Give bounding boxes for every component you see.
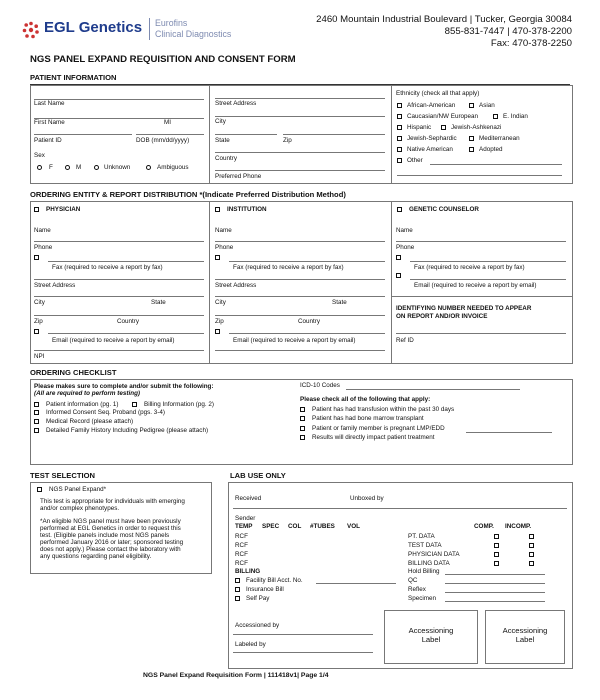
physician-phone-label: Phone — [34, 244, 53, 251]
ethnicity-option-label: Hispanic — [407, 124, 432, 131]
logo-mark-icon — [22, 21, 40, 39]
accessioning-label-line: Accessioning — [502, 626, 548, 635]
medical-record-checkbox[interactable] — [34, 419, 39, 424]
lmp-edd-field[interactable] — [466, 432, 552, 433]
institution-state-label: State — [332, 299, 347, 306]
ethnicity-caucasian-checkbox[interactable] — [397, 114, 402, 119]
test-data-incomp-checkbox[interactable] — [529, 543, 534, 548]
ethnicity-label: Ethnicity (check all that apply) — [396, 90, 480, 97]
test-description: This test is appropriate for individuals with emerging — [40, 498, 185, 505]
accessioning-label-line: Label — [515, 635, 535, 644]
incomp-header: INCOMP. — [505, 523, 532, 530]
ethnicity-other-field[interactable] — [430, 164, 562, 165]
ethnicity-option-label: Jewish-Ashkenazi — [451, 124, 502, 131]
mi-label: MI — [164, 119, 171, 126]
physician-zip-label: Zip — [34, 318, 43, 325]
physician-street-label: Street Address — [34, 282, 76, 289]
institution-email-label: Email (required to receive a report by email) — [233, 337, 356, 344]
institution-checkbox[interactable] — [215, 207, 220, 212]
physician-label: PHYSICIAN — [46, 206, 81, 213]
state-label: State — [215, 137, 230, 144]
ethnicity-mediterranean-checkbox[interactable] — [469, 136, 474, 141]
physician-fax-field[interactable] — [34, 279, 204, 280]
ethnicity-other-field-2[interactable] — [397, 175, 562, 176]
rcf-label: RCF — [235, 542, 248, 549]
institution-city-label: City — [215, 299, 226, 306]
eurofins-label: Eurofins — [155, 18, 188, 28]
test-data-label: TEST DATA — [408, 542, 442, 549]
institution-zip-label: Zip — [215, 318, 224, 325]
qc-field[interactable] — [445, 583, 545, 584]
physician-state-label: State — [151, 299, 166, 306]
billing-data-comp-checkbox[interactable] — [494, 561, 499, 566]
accessioning-label-line: Accessioning — [408, 626, 454, 635]
sex-f-radio[interactable] — [37, 165, 42, 170]
dob-field[interactable] — [136, 134, 204, 135]
counselor-label: GENETIC COUNSELOR — [409, 206, 479, 213]
sex-unknown-label: Unknown — [104, 164, 131, 171]
lab-address-block — [316, 14, 572, 50]
consent-label: Informed Consent Seq. Proband (pgs. 3-4) — [46, 409, 166, 416]
test-note: performed at EGL Genetics in order to request this — [40, 525, 181, 532]
received-field[interactable] — [233, 508, 567, 509]
institution-fax-label: Fax (required to receive a report by fax) — [233, 264, 344, 271]
pt-data-comp-checkbox[interactable] — [494, 534, 499, 539]
physician-data-label: PHYSICIAN DATA — [408, 551, 460, 558]
ethnicity-option-label: Caucasian/NW European — [407, 113, 479, 120]
zip-field[interactable] — [283, 134, 385, 135]
col-tubes: #TUBES — [310, 523, 335, 530]
counselor-fax-checkbox[interactable] — [396, 255, 401, 260]
impact-treatment-label: Results will directly impact patient treatment — [312, 434, 435, 441]
physician-zip-field[interactable] — [48, 333, 204, 334]
specimen-label: Specimen — [408, 595, 437, 602]
pt-data-label: PT. DATA — [408, 533, 435, 540]
preferred-phone-label: Preferred Phone — [215, 173, 262, 180]
bone-marrow-checkbox[interactable] — [300, 416, 305, 421]
impact-treatment-checkbox[interactable] — [300, 435, 305, 440]
test-description: and/or complex phenotypes. — [40, 505, 120, 512]
preferred-phone-field[interactable] — [215, 170, 385, 171]
test-selection-title: TEST SELECTION — [30, 471, 95, 480]
bone-marrow-label: Patient has had bone marrow transplant — [312, 415, 424, 422]
qc-label: QC — [408, 577, 418, 584]
form-title: NGS PANEL EXPAND REQUISITION AND CONSENT FORM — [30, 54, 296, 65]
sex-ambiguous-label: Ambiguous — [157, 164, 189, 171]
ethnicity-other-checkbox[interactable] — [397, 158, 402, 163]
labeled-by-field[interactable] — [233, 652, 373, 653]
sex-m-radio[interactable] — [65, 165, 70, 170]
logo-divider — [149, 18, 150, 40]
ethnicity-option-label: Native American — [407, 146, 453, 153]
counselor-name-label: Name — [396, 227, 413, 234]
npi-label: NPI — [34, 353, 45, 360]
specimen-field[interactable] — [445, 601, 545, 602]
ethnicity-option-label: Adopted — [479, 146, 503, 153]
physician-country-label: Country — [117, 318, 140, 325]
identifying-number-heading-2: ON REPORT AND/OR INVOICE — [396, 313, 488, 320]
sex-m-label: M — [76, 164, 82, 171]
ethnicity-option-label: African-American — [407, 102, 456, 109]
ref-id-label: Ref ID — [396, 337, 414, 344]
check-all-heading: Please check all of the following that apply: — [300, 396, 431, 403]
lab-use-title: LAB USE ONLY — [230, 471, 286, 480]
institution-street-label: Street Address — [215, 282, 257, 289]
pregnant-label: Patient or family member is pregnant LMP/EDD — [312, 425, 445, 432]
test-data-comp-checkbox[interactable] — [494, 543, 499, 548]
billing-info-label: Billing Information (pg. 2) — [144, 401, 214, 408]
logo-text: EGL Genetics — [44, 19, 143, 36]
billing-data-incomp-checkbox[interactable] — [529, 561, 534, 566]
facility-bill-account-field[interactable] — [316, 583, 396, 584]
institution-name-field[interactable] — [215, 241, 385, 242]
institution-zip-field[interactable] — [229, 333, 385, 334]
counselor-fax-field[interactable] — [410, 279, 566, 280]
street-address-label: Street Address — [215, 100, 257, 107]
sex-f-label: F — [49, 164, 53, 171]
physician-checkbox[interactable] — [34, 207, 39, 212]
ethnicity-option-label: E. Indian — [503, 113, 528, 120]
city-label: City — [215, 118, 226, 125]
physician-fax-label: Fax (required to receive a report by fax) — [52, 264, 163, 271]
ethnicity-african-american-checkbox[interactable] — [397, 103, 402, 108]
counselor-fax-label: Fax (required to receive a report by fax) — [414, 264, 525, 271]
transfusion-checkbox[interactable] — [300, 407, 305, 412]
country-field[interactable] — [215, 152, 385, 153]
institution-street-field[interactable] — [215, 296, 385, 297]
physician-city-field[interactable] — [34, 315, 204, 316]
test-note: *An eligible NGS panel must have been previously — [40, 518, 181, 525]
phone-numbers: 855-831-7447 | 470-378-2200 — [444, 26, 572, 37]
labeled-by-label: Labeled by — [235, 641, 266, 648]
ethnicity-jewish-sephardic-checkbox[interactable] — [397, 136, 402, 141]
city-field[interactable] — [215, 116, 385, 117]
state-field[interactable] — [215, 134, 277, 135]
ethnicity-option-label: Asian — [479, 102, 495, 109]
pregnant-checkbox[interactable] — [300, 426, 305, 431]
rcf-label: RCF — [235, 533, 248, 540]
self-pay-checkbox[interactable] — [235, 596, 240, 601]
col-temp: TEMP — [235, 523, 253, 530]
checklist-section-title: ORDERING CHECKLIST — [30, 368, 117, 377]
accessioning-label-line: Label — [421, 635, 441, 644]
institution-email-field[interactable] — [215, 350, 385, 351]
ngs-panel-expand-checkbox[interactable] — [37, 487, 42, 492]
accessioned-by-field[interactable] — [233, 634, 373, 635]
accessioning-label-text-1 — [384, 626, 478, 644]
col-vol: VOL — [347, 523, 360, 530]
patient-section-title: PATIENT INFORMATION — [30, 73, 117, 82]
physician-data-incomp-checkbox[interactable] — [529, 552, 534, 557]
checklist-instruction-sub: (All are required to perform testing) — [34, 390, 141, 397]
insurance-bill-label: Insurance Bill — [246, 586, 284, 593]
institution-fax-field[interactable] — [215, 279, 385, 280]
physician-name-field[interactable] — [34, 241, 204, 242]
physician-city-label: City — [34, 299, 45, 306]
medical-record-label: Medical Record (please attach) — [46, 418, 134, 425]
institution-label: INSTITUTION — [227, 206, 267, 213]
physician-email-checkbox[interactable] — [34, 329, 39, 334]
patient-info-label: Patient information (pg. 1) — [46, 401, 119, 408]
zip-label: Zip — [283, 137, 292, 144]
test-note: any questions regarding panel eligibility. — [40, 553, 152, 560]
billing-data-label: BILLING DATA — [408, 560, 450, 567]
test-note: performed January 2016 or later; sponsored testing — [40, 539, 184, 546]
egl-logo — [22, 18, 242, 46]
accessioning-label-text-2 — [485, 626, 565, 644]
test-note: test. (Eligible panels include most NGS panels — [40, 532, 170, 539]
col-col: COL — [288, 523, 302, 530]
patient-info-checkbox[interactable] — [34, 402, 39, 407]
checklist-instruction: Please makes sure to complete and/or submit the following: — [34, 383, 214, 390]
comp-header: COMP. — [474, 523, 494, 530]
counselor-email-label: Email (required to receive a report by email) — [414, 282, 537, 289]
institution-phone-field[interactable] — [229, 261, 385, 262]
ethnicity-jewish-ashkenazi-checkbox[interactable] — [441, 125, 446, 130]
ethnicity-hispanic-checkbox[interactable] — [397, 125, 402, 130]
sex-ambiguous-radio[interactable] — [146, 165, 151, 170]
fax-number: Fax: 470-378-2250 — [490, 38, 572, 49]
physician-email-field[interactable] — [34, 350, 204, 351]
ethnicity-e-indian-checkbox[interactable] — [493, 114, 498, 119]
address: 2460 Mountain Industrial Boulevard | Tucker, Georgia 30084 — [316, 14, 572, 25]
icd-codes-label: ICD-10 Codes — [300, 382, 340, 389]
reflex-label: Reflex — [408, 586, 426, 593]
counselor-email-checkbox[interactable] — [396, 273, 401, 278]
institution-phone-label: Phone — [215, 244, 234, 251]
counselor-checkbox[interactable] — [397, 207, 402, 212]
ethnicity-option-label: Other — [407, 157, 423, 164]
physician-data-comp-checkbox[interactable] — [494, 552, 499, 557]
last-name-label: Last Name — [34, 100, 65, 107]
insurance-bill-checkbox[interactable] — [235, 587, 240, 592]
physician-phone-field[interactable] — [48, 261, 204, 262]
facility-bill-label: Facility Bill Acct. No. — [246, 577, 303, 584]
icd-codes-field[interactable] — [346, 389, 520, 390]
counselor-phone-field[interactable] — [410, 261, 566, 262]
counselor-name-field[interactable] — [396, 241, 566, 242]
consent-checkbox[interactable] — [34, 410, 39, 415]
hold-billing-field[interactable] — [445, 574, 545, 575]
transfusion-label: Patient has had transfusion within the past 30 days — [312, 406, 455, 413]
received-label: Received — [235, 495, 262, 502]
rcf-label: RCF — [235, 551, 248, 558]
ethnicity-adopted-checkbox[interactable] — [469, 147, 474, 152]
ethnicity-option-label: Mediterranean — [479, 135, 520, 142]
ngs-panel-expand-label: NGS Panel Expand* — [49, 486, 107, 493]
ethnicity-asian-checkbox[interactable] — [469, 103, 474, 108]
institution-email-checkbox[interactable] — [215, 329, 220, 334]
pt-data-incomp-checkbox[interactable] — [529, 534, 534, 539]
identifying-number-heading-1: IDENTIFYING NUMBER NEEDED TO APPEAR — [396, 305, 532, 312]
billing-heading: BILLING — [235, 568, 261, 575]
accessioned-by-label: Accessioned by — [235, 622, 280, 629]
institution-city-field[interactable] — [215, 315, 385, 316]
family-history-checkbox[interactable] — [34, 428, 39, 433]
self-pay-label: Self Pay — [246, 595, 270, 602]
ordering-section-title: ORDERING ENTITY & REPORT DISTRIBUTION *(Indicate Preferred Distribution Method) — [30, 190, 346, 199]
physician-fax-checkbox[interactable] — [34, 255, 39, 260]
institution-country-label: Country — [298, 318, 321, 325]
clinical-diagnostics-label: Clinical Diagnostics — [155, 29, 232, 39]
physician-email-label: Email (required to receive a report by email) — [52, 337, 175, 344]
first-name-label: First Name — [34, 119, 65, 126]
test-note: does not apply.) Please contact the laboratory with — [40, 546, 181, 553]
billing-info-checkbox[interactable] — [132, 402, 137, 407]
page-footer: NGS Panel Expand Requisition Form | 111418v1| Page 1/4 — [143, 672, 329, 679]
patient-id-label: Patient ID — [34, 137, 62, 144]
counselor-phone-label: Phone — [396, 244, 415, 251]
ethnicity-option-label: Jewish-Sephardic — [407, 135, 457, 142]
hold-billing-label: Hold Billing — [408, 568, 440, 575]
street-address-field[interactable] — [215, 98, 385, 99]
family-history-label: Detailed Family History Including Pedigree (please attach) — [46, 427, 209, 434]
sex-label: Sex — [34, 152, 45, 159]
sender-label: Sender — [235, 515, 256, 522]
institution-fax-checkbox[interactable] — [215, 255, 220, 260]
dob-label: DOB (mm/dd/yyyy) — [136, 137, 190, 144]
ethnicity-native-american-checkbox[interactable] — [397, 147, 402, 152]
patient-id-field[interactable] — [34, 134, 132, 135]
sex-unknown-radio[interactable] — [94, 165, 99, 170]
physician-street-field[interactable] — [34, 296, 204, 297]
unboxed-by-label: Unboxed by — [350, 495, 384, 502]
institution-name-label: Name — [215, 227, 232, 234]
col-spec: SPEC — [262, 523, 280, 530]
facility-bill-checkbox[interactable] — [235, 578, 240, 583]
reflex-field[interactable] — [445, 592, 545, 593]
ref-id-field[interactable] — [396, 333, 566, 334]
rcf-label: RCF — [235, 560, 248, 567]
country-label: Country — [215, 155, 238, 162]
physician-name-label: Name — [34, 227, 51, 234]
